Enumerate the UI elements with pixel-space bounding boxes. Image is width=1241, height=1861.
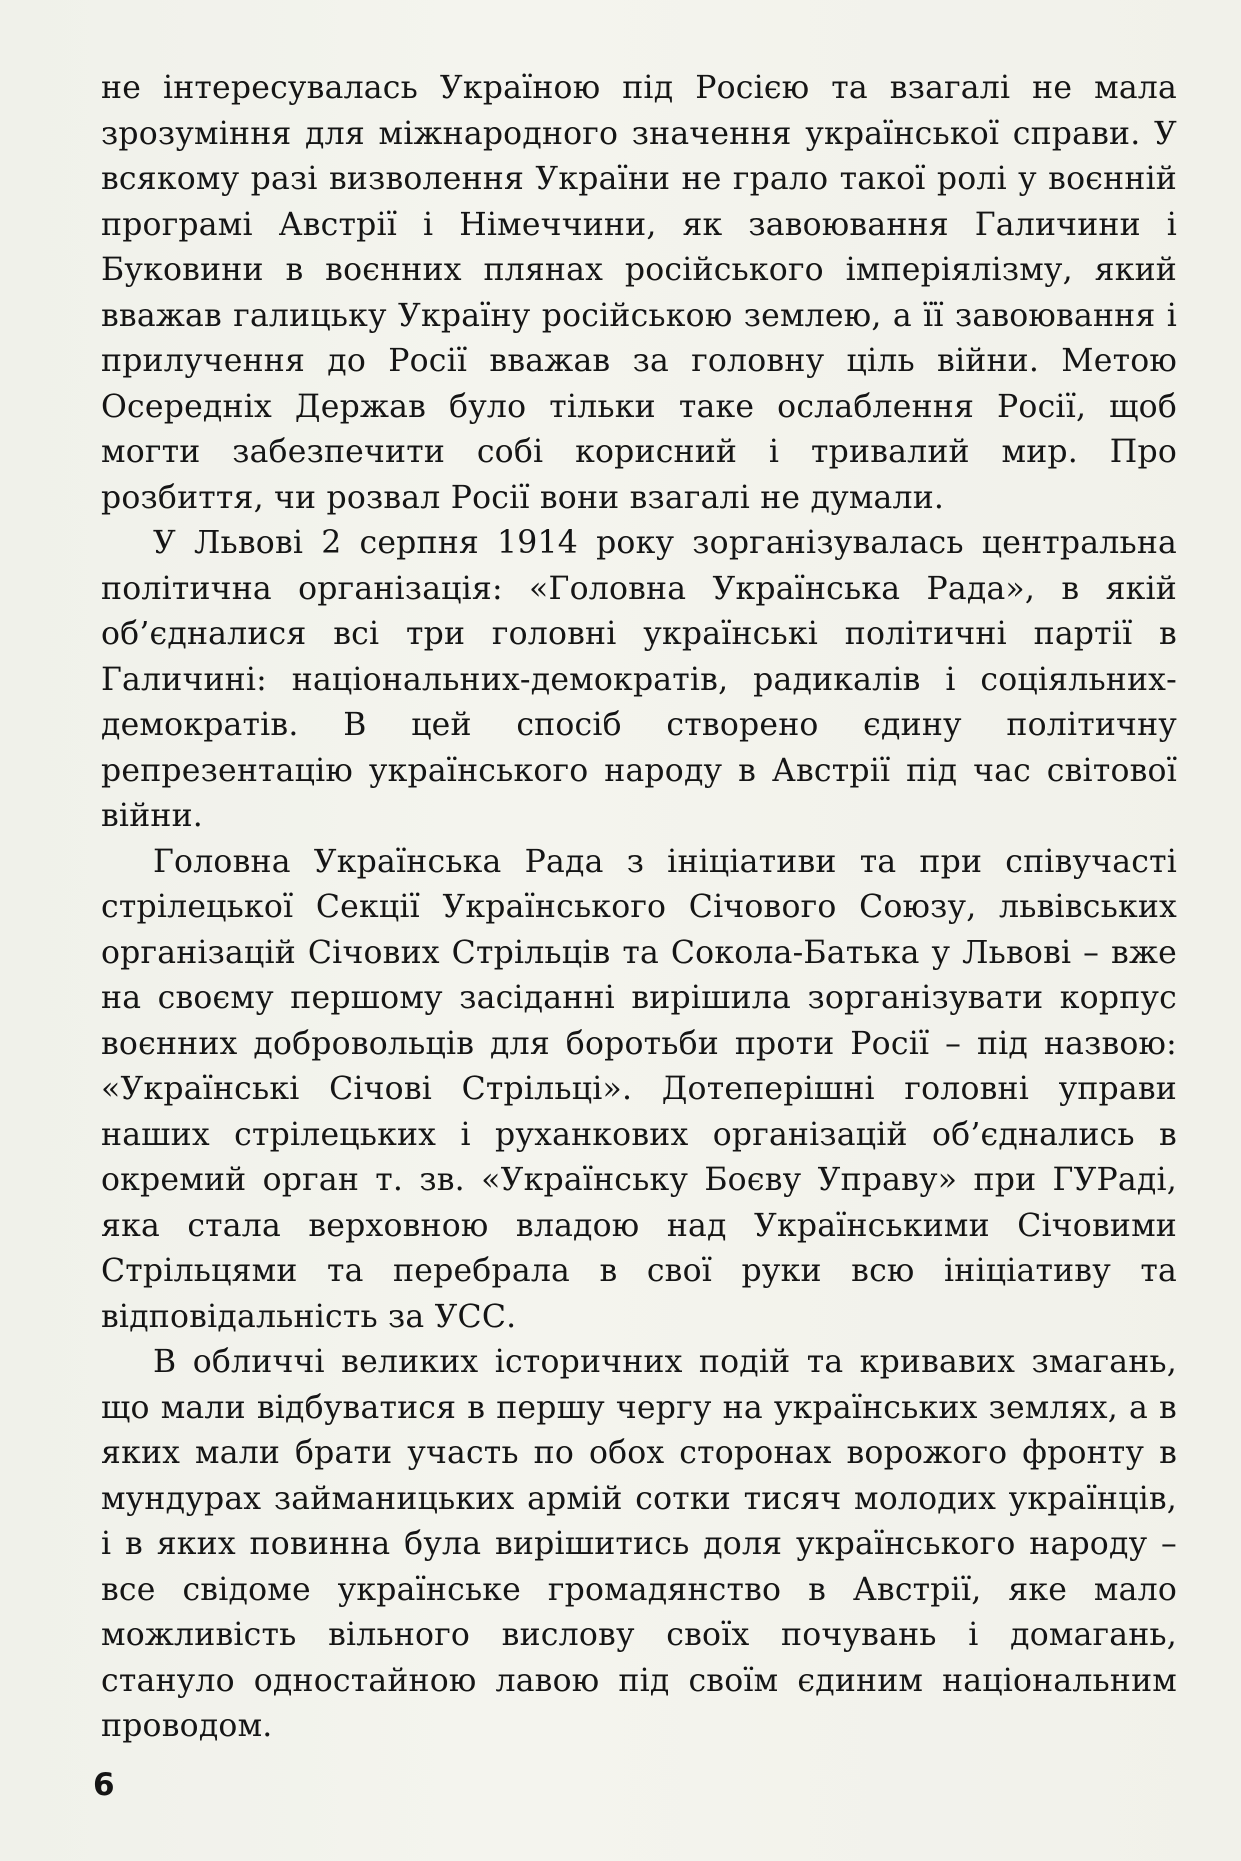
paragraph-3: Головна Українська Рада з ініціативи та при співучасті стрілецької Секції Українського Січового Союзу, львівських організацій Січових Стрільців та Сокола-Батька у Львові – вже на своєму першому засіданні вирішила зорганізувати корпус воєнних добровольців для боротьби проти Росії – під назвою: «Українські Січові Стрільці». Дотеперішні головні управи наших стрілецьких і руханкових організацій об’єднались в окремий орган т. зв. «Українську Боєву Управу» при ГУРаді, яка стала верховною владою над Українськими Січовими Стрільцями та перебрала в свої руки всю ініціативу та відповідальність за УСС. [101, 843, 1177, 1335]
paragraph-2: У Львові 2 серпня 1914 року зорганізувалась центральна політична організація: «Головна Українська Рада», в якій об’єдналися всі три головні українські політичні партії в Галичині: національних-демократів, радикалів і соціяльних-демократів. В цей спосіб створено єдину політичну репрезентацію українського народу в Австрії під час світової війни. [101, 525, 1177, 834]
paragraph-4: В обличчі великих історичних подій та кривавих змагань, що мали відбуватися в першу чергу на українських землях, а в яких мали брати участь по обох сторонах ворожого фронту в мундурах займаницьких армій сотки тисяч молодих українців, і в яких повинна була вирішитись доля українського народу – все свідоме українське громадянство в Австрії, яке мало можливість вільного вислову своїх почувань і домагань, стануло одностайною лавою під своїм єдиним національним проводом. [101, 1344, 1177, 1744]
paragraph-1: не інтересувалась Україною під Росією та взагалі не мала зрозуміння для міжнародного значення української справи. У всякому разі визволення України не грало такої ролі у воєнній програмі Австрії і Німеччини, як завоювання Галичини і Буковини в воєнних плянах російського імперіялізму, який вважав галицьку Україну російською землею, а її завоювання і прилучення до Росії вважав за головну ціль війни. Метою Осередніх Держав було тільки таке ослаблення Росії, щоб могти забезпечити собі корисний і тривалий мир. Про розбиття, чи розвал Росії вони взагалі не думали. [101, 70, 1177, 516]
body-text [101, 66, 1177, 1750]
page-number: 6 [93, 1767, 115, 1803]
